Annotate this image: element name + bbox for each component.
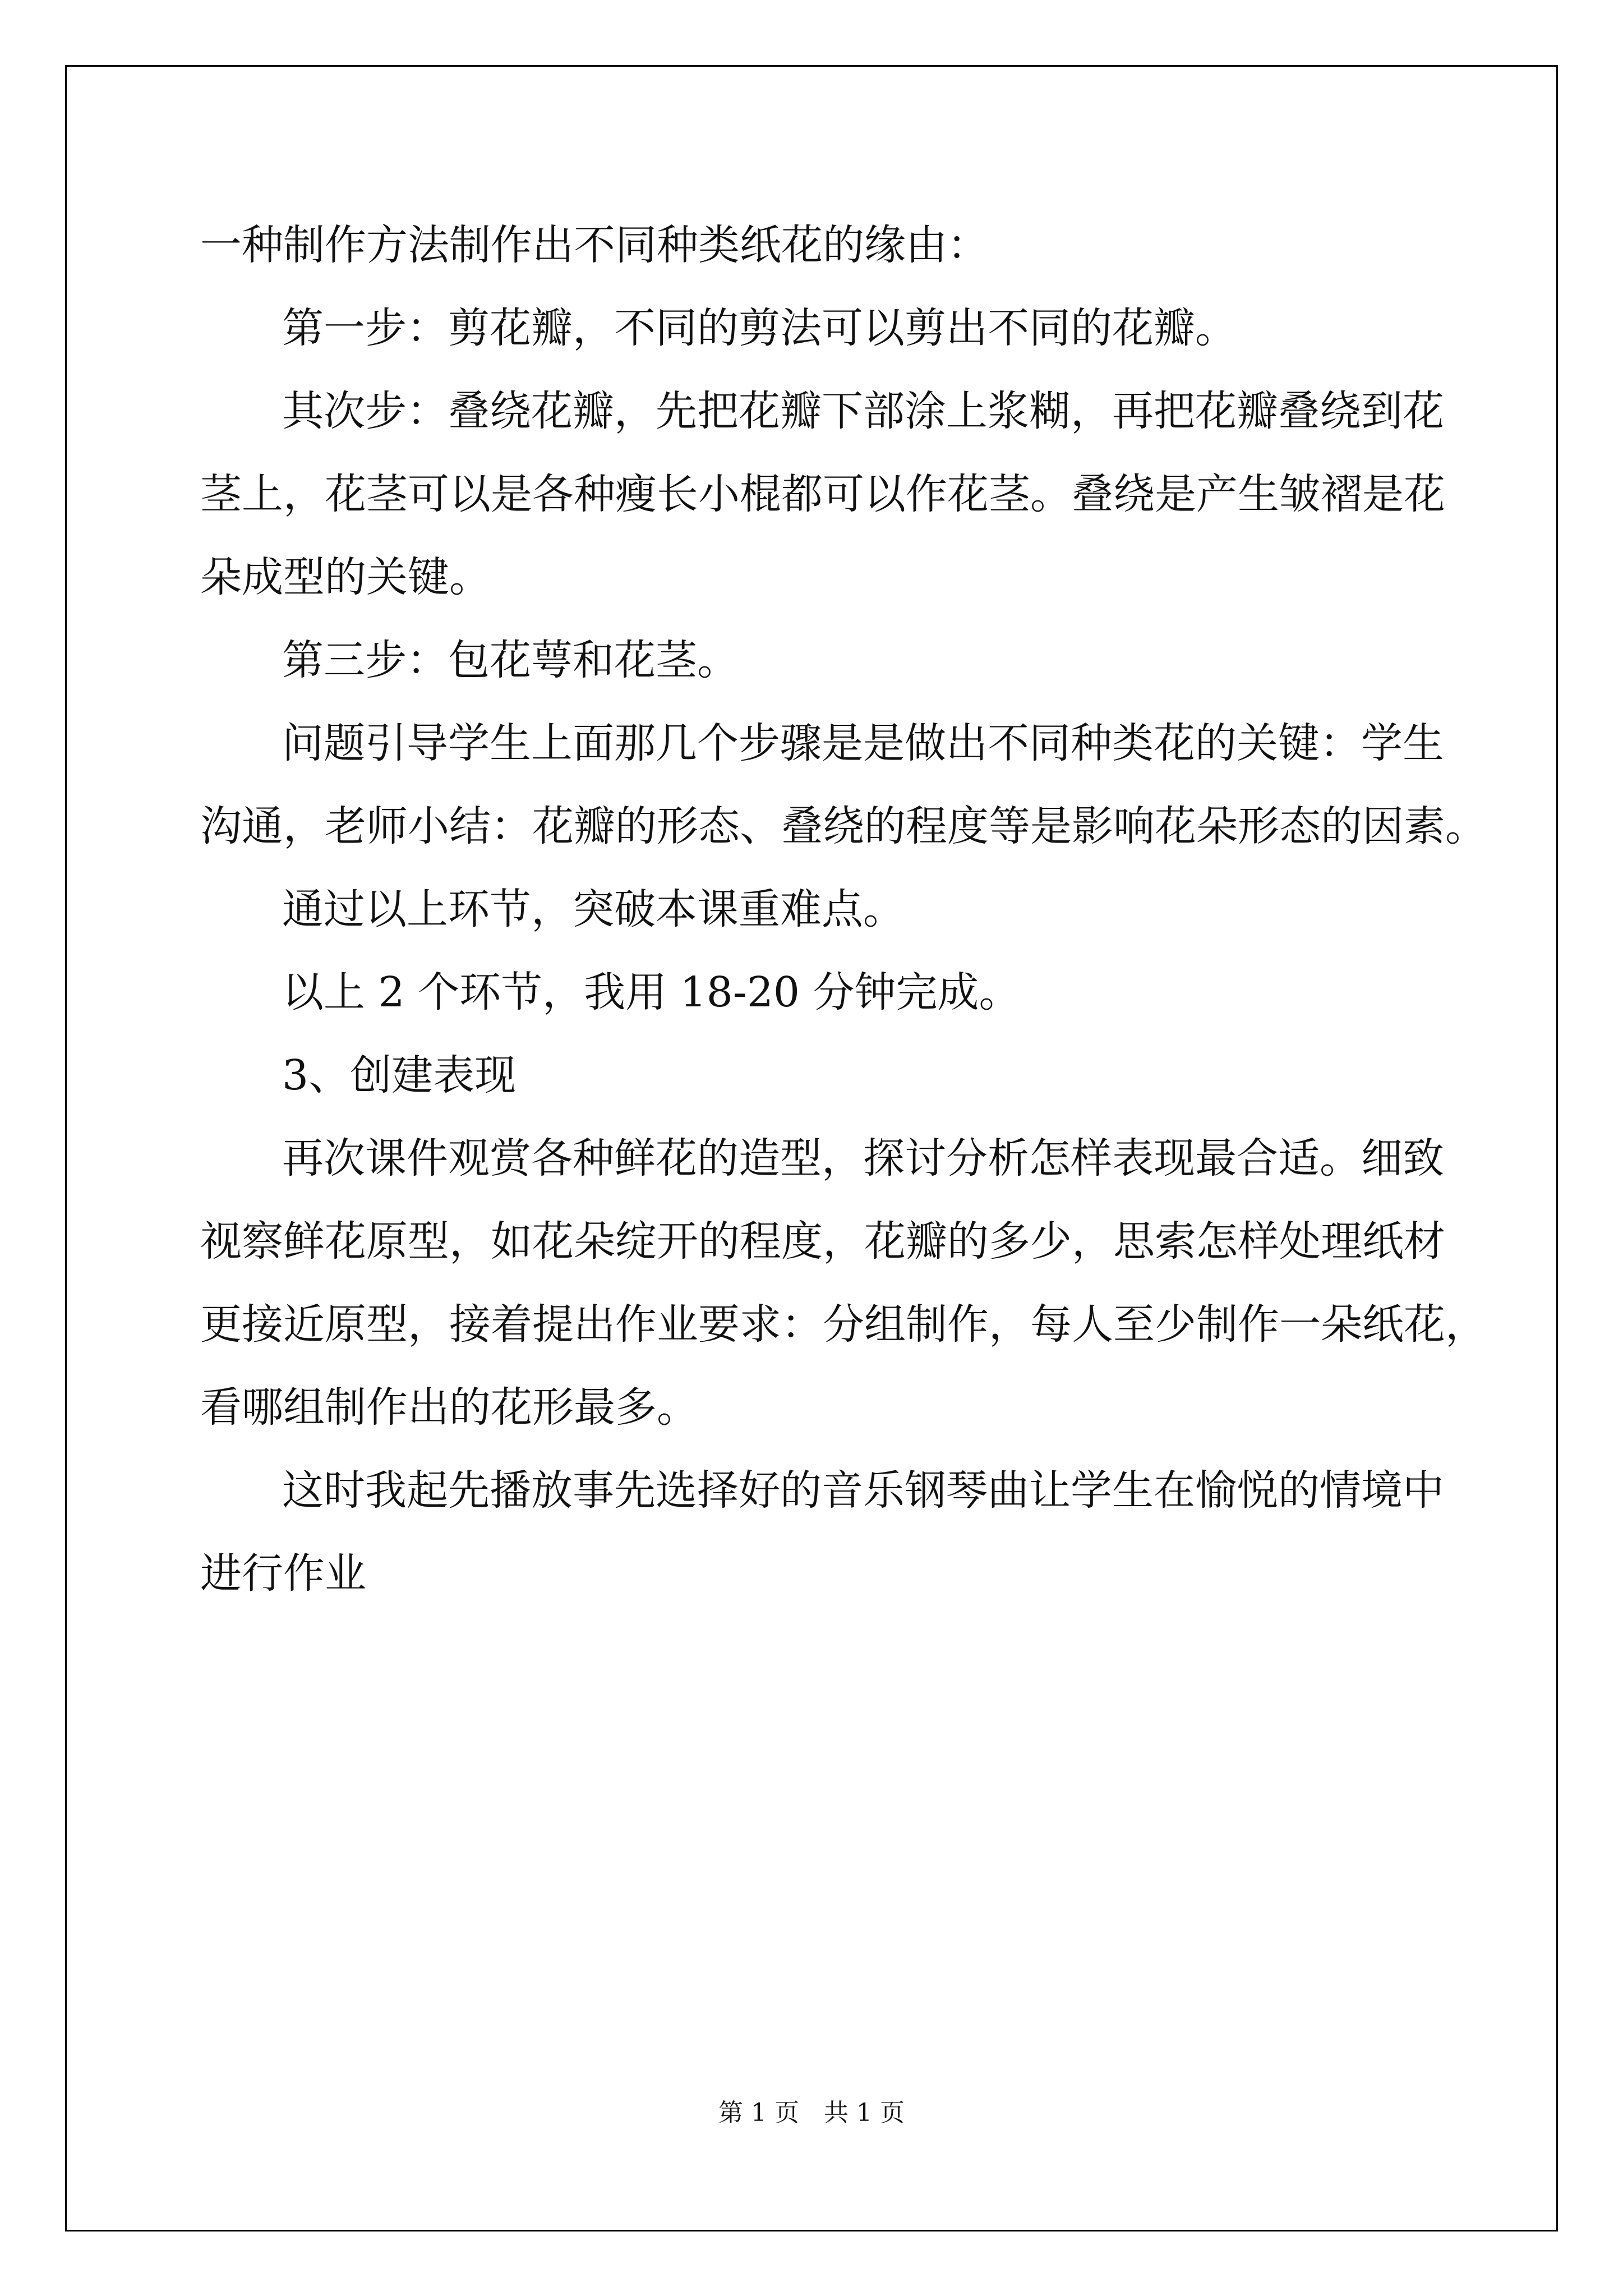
text-line-8: 沟通，老师小结：花瓣的形态、叠绕的程度等是影响花朵形态的因素。 <box>200 802 1487 850</box>
text-line-9: 通过以上环节，突破本课重难点。 <box>282 885 905 933</box>
text-line-7: 问题引导学生上面那几个步骤是是做出不同种类花的关键：学生 <box>282 719 1444 767</box>
text-line-15: 看哪组制作出的花形最多。 <box>200 1383 698 1432</box>
text-line-6: 第三步：包花萼和花茎。 <box>282 636 739 684</box>
text-line-10: 以上 2 个环节，我用 18-20 分钟完成。 <box>282 968 1021 1016</box>
text-line-17: 进行作业 <box>200 1549 366 1598</box>
text-line-2: 第一步：剪花瓣，不同的剪法可以剪出不同的花瓣。 <box>282 304 1237 352</box>
text-line-11: 3、创建表现 <box>282 1051 517 1099</box>
text-line-5: 朵成型的关键。 <box>200 553 491 601</box>
text-line-4: 茎上，花茎可以是各种瘦长小棍都可以作花茎。叠绕是产生皱褶是花 <box>200 470 1445 518</box>
page-number-footer: 第 1 页 共 1 页 <box>718 2099 905 2127</box>
text-line-3: 其次步：叠绕花瓣，先把花瓣下部涂上浆糊，再把花瓣叠绕到花 <box>282 387 1444 435</box>
text-line-12: 再次课件观赏各种鲜花的造型，探讨分析怎样表现最合适。细致 <box>282 1134 1444 1182</box>
text-line-13: 视察鲜花原型，如花朵绽开的程度，花瓣的多少，思索怎样处理纸材 <box>200 1217 1445 1266</box>
text-line-14: 更接近原型，接着提出作业要求：分组制作，每人至少制作一朵纸花， <box>200 1300 1487 1349</box>
text-line-16: 这时我起先播放事先选择好的音乐钢琴曲让学生在愉悦的情境中 <box>282 1466 1444 1515</box>
text-line-1: 一种制作方法制作出不同种类纸花的缘由： <box>200 221 989 269</box>
